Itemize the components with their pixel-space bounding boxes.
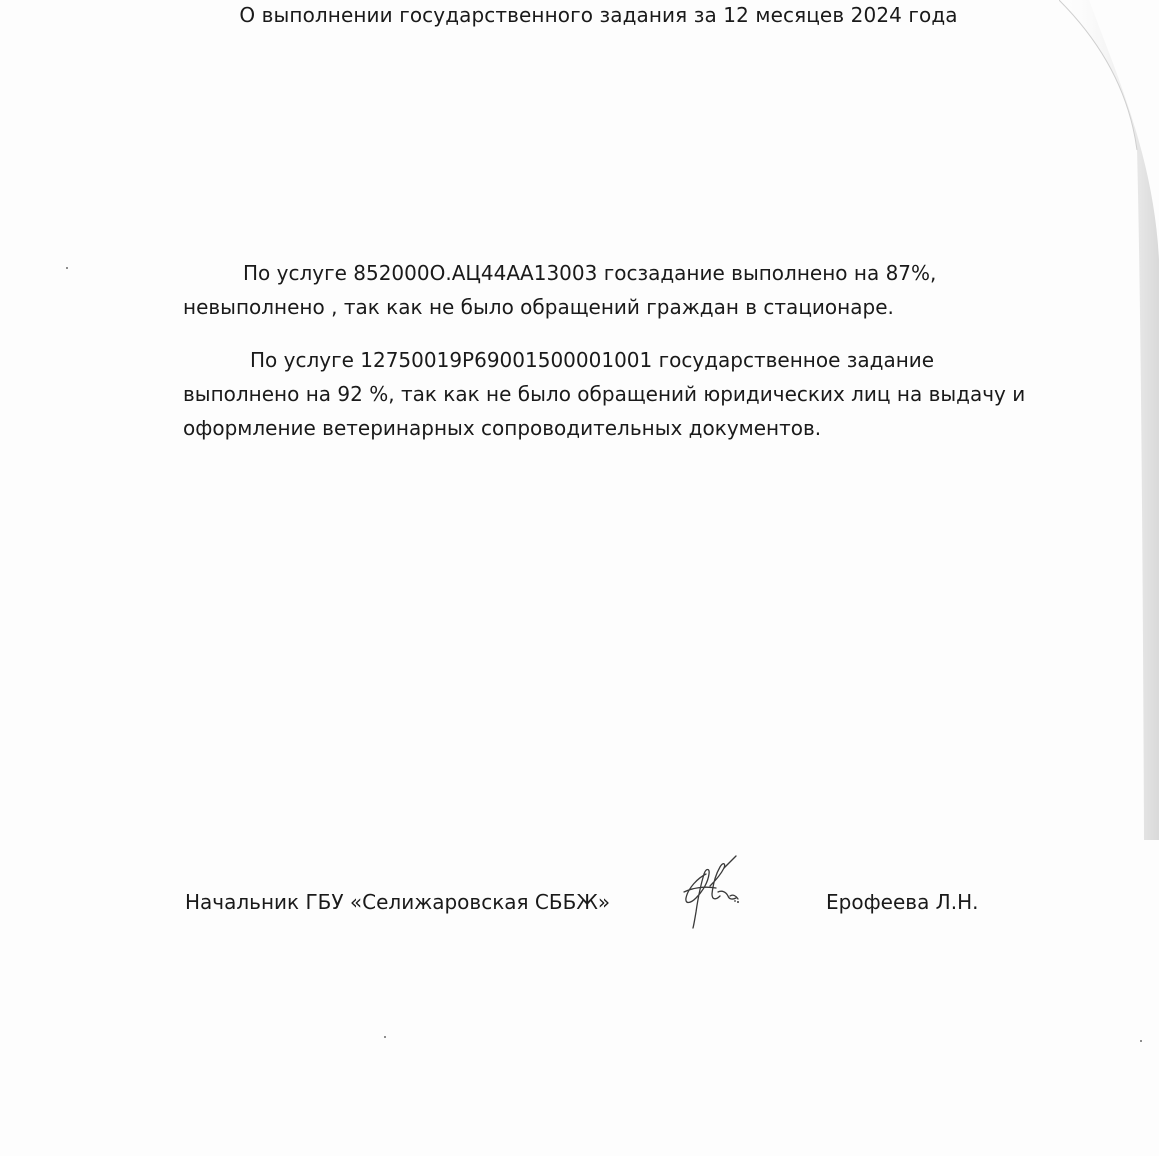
page-fold-shadow — [1059, 0, 1159, 840]
paragraph-2-rest: выполнено на 92 %, так как не было обращений юридических лиц на выдачу и оформление ветеринарных сопроводительных документов. — [183, 382, 1026, 440]
signature-block — [0, 890, 1159, 930]
signatory-position: Начальник ГБУ «Селижаровская СББЖ» — [185, 890, 611, 914]
paragraph-service-1 — [183, 256, 1033, 324]
paragraph-1-rest: невыполнено , так как не было обращений граждан в стационаре. — [183, 295, 894, 319]
scan-speck — [384, 1036, 386, 1038]
signatory-name: Ерофеева Л.Н. — [826, 890, 979, 914]
scan-speck — [1140, 1040, 1142, 1042]
document-title: О выполнении государственного задания за 12 месяцев 2024 года — [239, 3, 958, 27]
scan-speck — [734, 900, 736, 902]
paragraph-service-2 — [183, 343, 1033, 445]
paragraph-2-first-line: По услуге 12750019Р69001500001001 государственное задание — [250, 348, 935, 372]
scan-speck — [66, 267, 68, 269]
handwritten-signature-icon — [676, 852, 750, 930]
paragraph-1-first-line: По услуге 852000О.АЦ44АА13003 госзадание выполнено на 87%, — [243, 261, 937, 285]
